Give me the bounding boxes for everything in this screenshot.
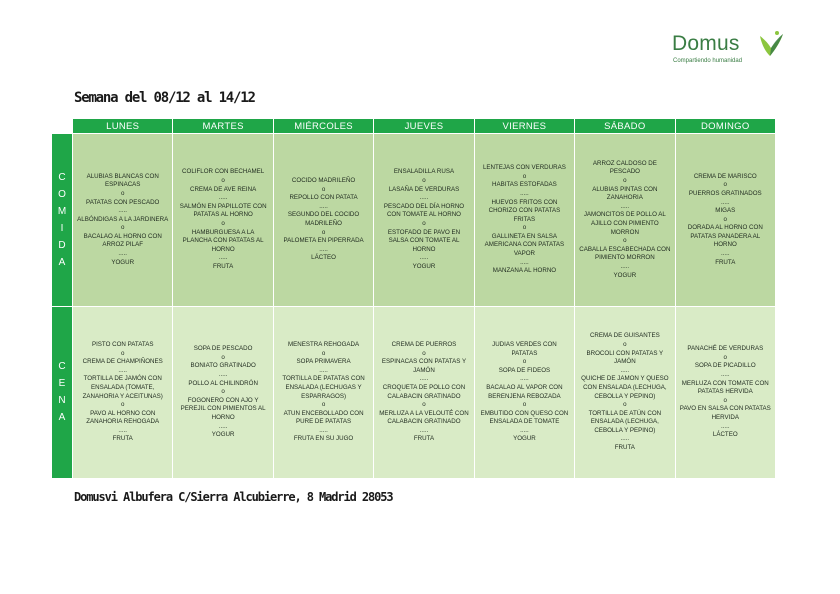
menu-line: o (321, 185, 326, 193)
menu-line: o (221, 177, 225, 185)
menu-line: TORTILLA DE ATÚN CON ENSALADA (LECHUGA, CEBOLLA Y PEPINO) (588, 409, 662, 434)
menu-line: PATATAS CON PESCADO (86, 198, 160, 206)
menu-line: HABITAS ESTOFADAS (492, 181, 557, 189)
menu-line: ..... (620, 435, 630, 443)
menu-line: ..... (720, 250, 730, 258)
menu-line: MIGAS (715, 207, 736, 215)
menu-line: YOGUR (211, 431, 235, 439)
meal-letter: D (58, 239, 66, 251)
menu-line: YOGUR (412, 262, 436, 270)
menu-line: ..... (118, 207, 128, 215)
menu-line: ..... (720, 371, 730, 379)
meal-letter: A (58, 412, 66, 423)
menu-line: o (221, 220, 225, 227)
menu-line: o (522, 172, 527, 180)
menu-line: ..... (520, 426, 529, 434)
menu-line: BACALAO AL VAPOR CON BERENJENA REBOZADA (486, 383, 563, 400)
menu-line: LÁCTEO (712, 431, 738, 439)
dinner-cell (274, 307, 373, 478)
menu-line: o (623, 401, 627, 409)
menu-line: MERLUZA CON TOMATE CON PATATAS HERVIDA (681, 379, 769, 396)
lunch-cell (374, 134, 473, 306)
menu-line: TORTILLA DE PATATAS CON ENSALADA (LECHUGAS Y ESPARRAGOS) (282, 375, 365, 400)
menu-line: ..... (118, 426, 128, 434)
menu-line: ..... (218, 254, 228, 262)
menu-line: ..... (520, 189, 529, 197)
menu-line: TORTILLA DE JAMÓN CON ENSALADA (TOMATE, ZANAHORIA Y ACEITUNAS) (82, 375, 163, 400)
menu-line: ..... (319, 245, 328, 253)
footer-address: Domusvi Albufera C/Sierra Alcubierre, 8 Madrid 28053 (74, 490, 393, 504)
menu-line: o (522, 358, 527, 366)
menu-line: ..... (118, 250, 128, 258)
menu-line: o (522, 401, 527, 409)
menu-line: FRUTA (413, 435, 435, 443)
menu-line: ..... (218, 194, 228, 202)
heart-leaf-icon (756, 30, 786, 60)
menu-line: MENESTRA REHOGADA (287, 340, 360, 348)
meal-letter: A (58, 256, 66, 268)
menu-line: ATUN ENCEBOLLADO CON PURE DE PATATAS (283, 409, 364, 426)
menu-line: o (723, 215, 727, 223)
menu-line: FRUTA EN SU JUGO (293, 435, 354, 443)
dinner-cell (173, 307, 272, 478)
menu-line: SOPA DE FIDEOS (498, 366, 551, 374)
menu-line: ..... (720, 198, 730, 206)
menu-line: PAVO AL HORNO CON ZANAHORIA REHOGADA (86, 409, 160, 426)
menu-line: o (321, 349, 326, 357)
meal-letter: E (58, 378, 66, 389)
menu-line: CREMA DE CHAMPIÑONES (82, 358, 163, 366)
menu-line: CREMA DE MARISCO (693, 172, 757, 180)
menu-line: MERLUZA A LA VELOUTÉ CON CALABACIN GRATINADO (379, 409, 469, 426)
menu-line: FRUTA (614, 444, 635, 452)
menu-line: o (422, 401, 426, 409)
weekly-menu-table (52, 119, 775, 477)
menu-line: o (623, 237, 627, 245)
menu-line: ..... (520, 375, 529, 383)
menu-line: FRUTA (715, 258, 736, 266)
menu-line: o (221, 353, 225, 361)
menu-line: ..... (118, 366, 128, 374)
menu-line: ..... (720, 422, 730, 430)
menu-line: CROQUETA DE POLLO CON CALABACIN GRATINADO (382, 383, 466, 400)
menu-line: BACALAO AL HORNO CON ARROZ PILAF (83, 232, 162, 249)
menu-line: HUEVOS FRITOS CON CHORIZO CON PATATAS FRITAS (488, 198, 561, 223)
meal-label-dinner (52, 307, 72, 478)
menu-line: o (723, 353, 727, 361)
day-header: VIERNES (475, 119, 574, 133)
menu-line: COCIDO MADRILEÑO (291, 177, 356, 185)
menu-line: MANZANA AL HORNO (492, 267, 557, 275)
menu-line: o (422, 349, 426, 357)
meal-letter: M (57, 205, 67, 217)
menu-line: ..... (620, 366, 630, 374)
menu-line: FOGONERO CON AJO Y PEREJIL CON PIMIENTOS AL HORNO (180, 396, 266, 421)
menu-line: SOPA DE PESCADO (193, 345, 253, 353)
menu-line: LENTEJAS CON VERDURAS (482, 164, 566, 172)
menu-line: ALUBIAS PINTAS CON ZANAHORIA (592, 185, 658, 202)
menu-line: o (623, 340, 627, 348)
menu-line: SOPA DE PICADILLO (694, 362, 756, 370)
menu-line: LASAÑA DE VERDURAS (388, 185, 460, 193)
menu-line: REPOLLO CON PATATA (289, 194, 358, 202)
menu-line: ..... (419, 254, 429, 262)
dinner-cell (676, 307, 775, 478)
meal-letter: I (60, 222, 64, 234)
menu-line: ..... (218, 371, 228, 379)
menu-line: HAMBURGUESA A LA PLANCHA CON PATATAS AL HORNO (182, 228, 264, 253)
day-header: MARTES (173, 119, 272, 133)
menu-line: o (723, 181, 727, 189)
menu-line: o (522, 224, 527, 232)
day-header: DOMINGO (676, 119, 775, 133)
menu-line: o (321, 228, 326, 236)
meal-letter: O (58, 188, 66, 200)
dinner-cell (73, 307, 172, 478)
menu-line: ..... (319, 426, 328, 434)
menu-line: DORADA AL HORNO CON PATATAS PANADERA AL HORNO (687, 224, 763, 249)
menu-line: ..... (419, 194, 429, 202)
day-header: SÁBADO (575, 119, 674, 133)
menu-line: ARROZ CALDOSO DE PESCADO (592, 159, 657, 176)
menu-line: ESTOFADO DE PAVO EN SALSA CON TOMATE AL HORNO (387, 228, 461, 253)
menu-line: LÁCTEO (311, 254, 336, 262)
menu-line: YOGUR (513, 435, 536, 443)
menu-line: ..... (319, 202, 328, 210)
menu-line: o (422, 220, 426, 227)
menu-line: o (623, 177, 627, 185)
lunch-cell (676, 134, 775, 306)
menu-line: PANACHÉ DE VERDURAS (687, 345, 764, 353)
menu-line: CABALLA ESCABECHADA CON PIMIENTO MORRON (579, 245, 671, 262)
menu-line: PISTO CON PATATAS (91, 340, 154, 348)
menu-line: ..... (419, 426, 429, 434)
menu-line: o (120, 224, 125, 232)
menu-line: o (120, 349, 125, 357)
menu-line: o (723, 396, 727, 404)
menu-line: o (221, 388, 225, 396)
day-header: JUEVES (374, 119, 473, 133)
menu-line: o (120, 401, 125, 409)
menu-line: PAVO EN SALSA CON PATATAS HERVIDA (679, 405, 771, 421)
menu-line: ESPINACAS CON PATATAS Y JAMÓN (381, 358, 467, 374)
menu-line: ..... (419, 375, 429, 383)
menu-line: ..... (319, 366, 328, 374)
menu-line: CREMA DE PUERROS (391, 340, 457, 348)
menu-line: ..... (218, 422, 228, 430)
dinner-cell (374, 307, 473, 478)
menu-line: PALOMETA EN PIPERRADA (283, 237, 364, 245)
meal-letter: C (58, 361, 66, 372)
menu-line: PESCADO DEL DÍA HORNO CON TOMATE AL HORNO (383, 202, 465, 219)
lunch-cell (73, 134, 172, 306)
menu-line: EMBUTIDO CON QUESO CON ENSALADA DE TOMATE (480, 409, 569, 426)
lunch-cell (475, 134, 574, 306)
menu-line: ..... (620, 262, 630, 270)
menu-line: GALLINETA EN SALSA AMERICANA CON PATATAS VAPOR (484, 232, 565, 258)
day-header: LUNES (73, 119, 172, 133)
lunch-cell (274, 134, 373, 306)
day-header: MIÉRCOLES (274, 119, 373, 133)
menu-line: JAMONCITOS DE POLLO AL AJILLO CON PIMIENTO MORRON (583, 211, 666, 236)
menu-line: FRUTA (213, 262, 234, 270)
dinner-cell (475, 307, 574, 478)
menu-line: o (422, 177, 426, 185)
logo-tagline: Compartiendo humanidad (673, 58, 743, 64)
meal-label-lunch (52, 134, 72, 306)
meal-letter: C (58, 171, 66, 183)
menu-line: YOGUR (613, 271, 637, 279)
menu-line: ALUBIAS BLANCAS CON ESPINACAS (86, 172, 159, 189)
menu-line: ALBÓNDIGAS A LA JARDINERA (77, 215, 169, 223)
menu-line: COLIFLOR CON BECHAMEL (182, 168, 265, 176)
menu-line: SEGUNDO DEL COCIDO MADRILEÑO (287, 211, 360, 227)
menu-line: ..... (620, 202, 630, 210)
menu-line: ..... (520, 258, 529, 266)
menu-line: JUDIAS VERDES CON PATATAS (492, 340, 557, 357)
menu-line: QUICHE DE JAMON Y QUESO CON ENSALADA (LECHUGA, CEBOLLA Y PEPINO) (581, 375, 669, 400)
menu-line: BONIATO GRATINADO (190, 362, 256, 370)
menu-line: SOPA PRIMAVERA (296, 358, 351, 366)
menu-line: o (321, 401, 326, 409)
logo-wordmark: Domus (672, 32, 740, 55)
lunch-cell (575, 134, 674, 306)
domusvi-logo (672, 30, 792, 62)
table-corner (52, 119, 72, 133)
menu-line: POLLO AL CHILINDRÓN (188, 379, 258, 387)
menu-line: BROCOLI CON PATATAS Y JAMÓN (586, 349, 664, 366)
menu-line: SALMÓN EN PAPILLOTE CON PATATAS AL HORNO (179, 202, 267, 219)
menu-line: FRUTA (112, 435, 133, 443)
menu-line: o (120, 189, 125, 197)
dinner-cell (575, 307, 674, 478)
lunch-cell (173, 134, 272, 306)
menu-line: CREMA DE GUISANTES (589, 332, 660, 340)
menu-line: CREMA DE AVE REINA (190, 185, 257, 193)
meal-letter: N (58, 395, 66, 406)
menu-line: YOGUR (111, 258, 135, 266)
week-title: Semana del 08/12 al 14/12 (74, 90, 255, 106)
menu-line: PUERROS GRATINADOS (688, 189, 762, 197)
menu-line: ENSALADILLA RUSA (393, 168, 455, 176)
